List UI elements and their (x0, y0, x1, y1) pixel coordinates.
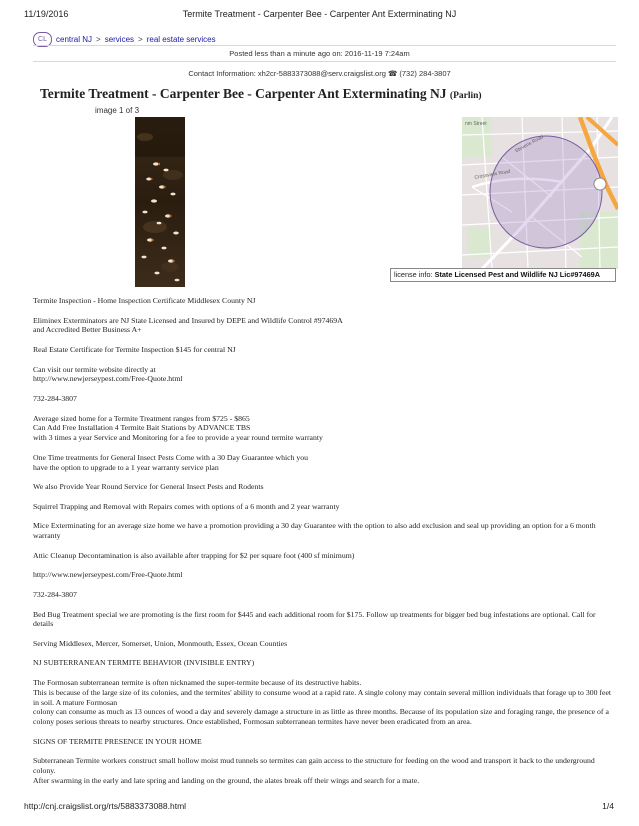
print-footer-url: http://cnj.craigslist.org/rts/5883373088.html (24, 801, 187, 811)
print-page-number: 1/4 (602, 801, 614, 811)
body-paragraph: Squirrel Trapping and Removal with Repairs comes with options of a 6 month and 2 year warranty (33, 501, 340, 511)
print-header-title: Termite Treatment - Carpenter Bee - Carpenter Ant Exterminating NJ (182, 9, 457, 19)
post-body (33, 296, 613, 796)
body-paragraph: http://www.newjerseypest.com/Free-Quote.html (33, 570, 183, 580)
body-paragraph: 732-284-3807 (33, 589, 77, 599)
posted-timestamp: Posted less than a minute ago on: 2016-11-19 7:24am (229, 49, 410, 58)
termite-photo-image (135, 117, 185, 287)
print-date: 11/19/2016 (24, 9, 69, 19)
body-paragraph: One Time treatments for General Insect Pests Come with a 30 Day Guarantee which you have the option to upgrade to a 1 year warranty service plan (33, 452, 309, 472)
craigslist-logo[interactable]: CL (33, 32, 52, 47)
map-label: Crossview Road (474, 168, 511, 181)
divider (33, 45, 616, 46)
image-counter: image 1 of 3 (95, 106, 140, 115)
body-paragraph: 732-284-3807 (33, 393, 77, 403)
breadcrumb-separator: > (138, 35, 143, 44)
body-paragraph: Mice Exterminating for an average size home we have a promotion providing a 30 day Guarantee with the option to also add exclusion and seal up providing an option for a 6 month warranty (33, 521, 596, 541)
body-paragraph: Bed Bug Treatment special we are promoting is the first room for $445 and each additional room for $175. Follow up treatments for bigger bed bug infestations are optional. Call for details (33, 609, 596, 629)
post-title (40, 86, 482, 102)
contact-info: Contact Information: xh2cr-5883373088@serv.craigslist.org ☎ (732) 284-3807 (188, 69, 451, 78)
body-paragraph: We also Provide Year Round Service for General Insect Pests and Rodents (33, 482, 264, 492)
breadcrumb-link-real-estate-services[interactable]: real estate services (146, 35, 216, 44)
body-paragraph: Serving Middlesex, Mercer, Somerset, Union, Monmouth, Essex, Ocean Counties (33, 638, 288, 648)
termite-photo[interactable] (135, 117, 185, 287)
post-location: (Parlin) (449, 91, 482, 101)
breadcrumb-separator: > (96, 35, 101, 44)
section-heading: SIGNS OF TERMITE PRESENCE IN YOUR HOME (33, 736, 202, 746)
body-paragraph: Real Estate Certificate for Termite Inspection $145 for central NJ (33, 344, 236, 354)
body-paragraph: Termite Inspection - Home Inspection Certificate Middlesex County NJ (33, 296, 256, 305)
map-label: Stevens Road (514, 134, 545, 155)
license-label: license info: (394, 270, 433, 279)
license-value: State Licensed Pest and Wildlife NJ Lic#97469A (434, 270, 600, 279)
section-heading: NJ SUBTERRANEAN TERMITE BEHAVIOR (INVISIBLE ENTRY) (33, 658, 255, 668)
location-map[interactable] (462, 117, 618, 269)
body-paragraph: Eliminex Exterminators are NJ State Licensed and Insured by DEPE and Wildlife Control #97469A and Accredited Better Business A+ (33, 315, 343, 335)
body-paragraph: Can visit our termite website directly at http://www.newjerseypest.com/Free-Quote.html (33, 364, 183, 384)
map-label: nm Street (465, 121, 487, 127)
body-paragraph: Attic Cleanup Decontamination is also available after trapping for $2 per square foot (400 sf minimum) (33, 550, 355, 560)
breadcrumb-link-services[interactable]: services (104, 35, 135, 44)
divider (33, 61, 616, 62)
body-paragraph: Average sized home for a Termite Treatment ranges from $725 - $865 Can Add Free Installation 4 Termite Bait Stations by ADVANCE TBS with 3 times a year Service and Monitoring for a fee to provide a year round termite warranty (33, 413, 323, 443)
breadcrumb-link-central-nj[interactable]: central NJ (56, 35, 93, 44)
post-title-text: Termite Treatment - Carpenter Bee - Carpenter Ant Exterminating NJ (40, 86, 447, 101)
license-info (390, 268, 616, 282)
body-paragraph: The Formosan subterranean termite is often nicknamed the super-termite because of its destructive habits. This is because of the large size of its colonies, and the termites' ability to consume wood at a rapid rate. A single colony may contain several million individuals that forage up to 300 feet in soil. A mature Formosan colony can consume as much as 13 ounces of wood a day and severely damage a structure in as little as three months. Because of its population size and foraging range, the presence of a colony poses serious threats to nearby structures. Once established, Formosan subterranean termites have never been eradicated from an area. (33, 678, 612, 727)
body-paragraph: Subterranean Termite workers construct small hollow moist mud tunnels so termites can gain access to the structure for feeding on the wood and transport it back to the underground colony. After swarming in the early and late spring and landing on the ground, the alates break off their wings and search for a mate. (33, 756, 595, 786)
